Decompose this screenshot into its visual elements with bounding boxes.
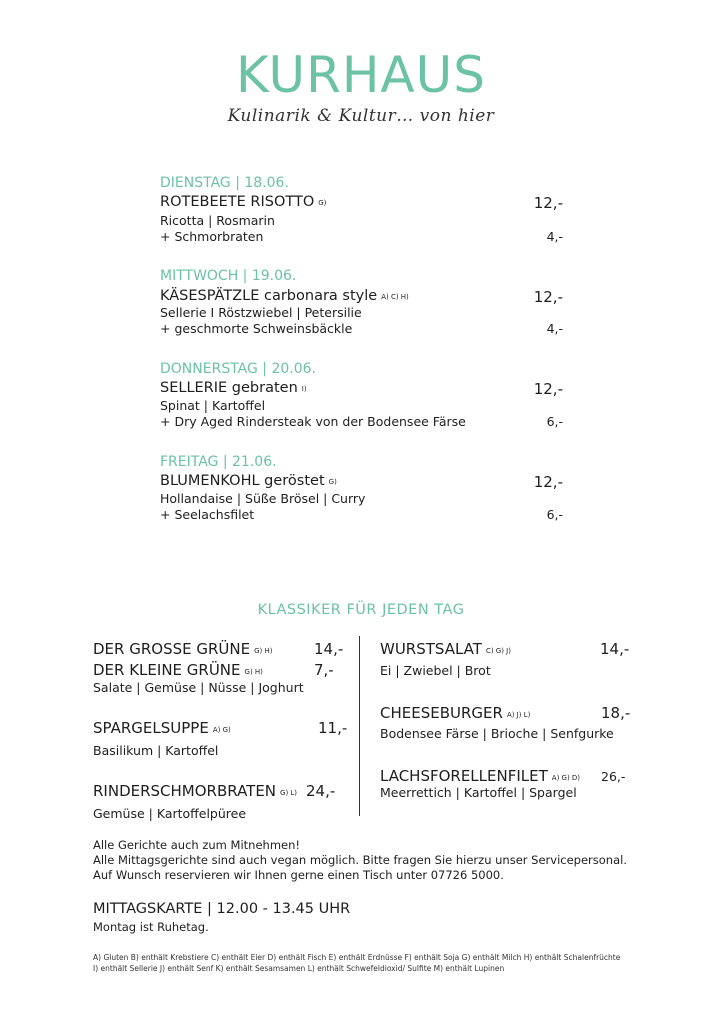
dish-title	[160, 288, 409, 304]
classic-name: CHEESEBURGER	[380, 704, 503, 722]
classic-item-name	[380, 767, 580, 785]
dish-name: ROTEBEETE RISOTTO	[160, 194, 315, 210]
dish-name: KÄSESPÄTZLE carbonara style	[160, 288, 378, 304]
dish-extra: + Schmorbraten	[160, 229, 264, 244]
extra-price: 4,-	[546, 229, 563, 244]
note-takeaway: Alle Gerichte auch zum Mitnehmen!	[93, 838, 300, 852]
dish-sides: Sellerie I Röstzwiebel | Petersilie	[160, 305, 362, 320]
classic-item-name	[380, 640, 511, 658]
classic-sides: Ei | Zwiebel | Brot	[380, 663, 491, 678]
classic-item-name	[93, 640, 272, 658]
classic-name: LACHSFORELLENFILET	[380, 767, 548, 785]
allergen-codes: C) G) J)	[485, 647, 511, 655]
classic-name: WURSTSALAT	[380, 640, 482, 658]
classic-sides: Meerrettich | Kartoffel | Spargel	[380, 785, 577, 800]
note-vegan: Alle Mittagsgerichte sind auch vegan möglich. Bitte fragen Sie hierzu unser Servicepersonal.	[93, 853, 627, 867]
dish-price: 12,-	[533, 380, 563, 398]
allergen-codes: G)	[318, 199, 327, 207]
closed-day-note: Montag ist Ruhetag.	[93, 920, 209, 934]
allergen-legend-line: I) enthält Sellerie J) enthält Senf K) enthält Sesamsamen L) enthält Schwefeldioxid/ Sulfite M) enthält Lupinen	[93, 964, 505, 973]
dish-extra: + Dry Aged Rindersteak von der Bodensee Färse	[160, 414, 466, 429]
classic-name: SPARGELSUPPE	[93, 719, 209, 737]
dish-extra: + Seelachsfilet	[160, 507, 255, 522]
classic-item-name	[380, 704, 530, 722]
allergen-codes: G) H)	[254, 647, 273, 655]
extra-price: 6,-	[546, 414, 563, 429]
column-divider	[359, 636, 360, 816]
allergen-codes: I)	[301, 385, 307, 393]
classic-price: 26,-	[601, 769, 626, 784]
allergen-codes: G) H)	[244, 668, 263, 676]
dish-title	[160, 194, 326, 210]
dish-price: 12,-	[533, 194, 563, 212]
classic-item-name	[93, 719, 231, 737]
classic-price: 18,-	[601, 704, 631, 722]
dish-name: SELLERIE gebraten	[160, 380, 298, 396]
classic-name: DER GROSSE GRÜNE	[93, 640, 251, 658]
allergen-codes: A) G)	[212, 726, 231, 734]
allergen-codes: G)	[328, 478, 337, 486]
extra-price: 4,-	[546, 321, 563, 336]
dish-extra: + geschmorte Schweinsbäckle	[160, 321, 353, 336]
classic-item-name	[93, 782, 297, 800]
classic-item-name	[93, 661, 263, 679]
day-heading-thursday: DONNERSTAG | 20.06.	[160, 361, 316, 377]
classic-price: 14,-	[600, 640, 630, 658]
classic-name: DER KLEINE GRÜNE	[93, 661, 241, 679]
classic-sides: Gemüse | Kartoffelpüree	[93, 806, 247, 821]
allergen-codes: A) C) H)	[381, 293, 409, 301]
tagline: Kulinarik & Kultur… von hier	[227, 106, 495, 126]
dish-title	[160, 473, 337, 489]
dish-sides: Spinat | Kartoffel	[160, 398, 266, 413]
classic-price: 24,-	[306, 782, 336, 800]
dish-title	[160, 380, 307, 396]
classic-price: 11,-	[318, 719, 348, 737]
allergen-codes: A) G) D)	[551, 774, 581, 782]
dish-sides: Hollandaise | Süße Brösel | Curry	[160, 491, 366, 506]
allergen-codes: A) J) L)	[506, 711, 531, 719]
dish-price: 12,-	[533, 473, 563, 491]
dish-name: BLUMENKOHL geröstet	[160, 473, 325, 489]
note-reservation: Auf Wunsch reservieren wir Ihnen gerne einen Tisch unter 07726 5000.	[93, 868, 504, 882]
section-title-classics: KLASSIKER FÜR JEDEN TAG	[257, 602, 465, 618]
logo-kurhaus: KURHAUS	[236, 46, 486, 104]
allergen-codes: G) L)	[280, 789, 298, 797]
extra-price: 6,-	[546, 507, 563, 522]
day-heading-friday: FREITAG | 21.06.	[160, 454, 277, 470]
dish-sides: Ricotta | Rosmarin	[160, 213, 275, 228]
classic-price: 14,-	[314, 640, 344, 658]
day-heading-tuesday: DIENSTAG | 18.06.	[160, 175, 289, 191]
classic-sides: Bodensee Färse | Brioche | Senfgurke	[380, 726, 614, 741]
classic-sides: Basilikum | Kartoffel	[93, 743, 219, 758]
dish-price: 12,-	[533, 288, 563, 306]
day-heading-wednesday: MITTWOCH | 19.06.	[160, 268, 297, 284]
lunch-hours-title: MITTAGSKARTE | 12.00 - 13.45 UHR	[93, 901, 351, 917]
classic-name: RINDERSCHMORBRATEN	[93, 782, 277, 800]
classic-sides: Salate | Gemüse | Nüsse | Joghurt	[93, 680, 304, 695]
classic-price: 7,-	[314, 661, 334, 679]
allergen-legend-line: A) Gluten B) enthält Krebstiere C) enthält Eier D) enthält Fisch E) enthält Erdnüsse F) enthält Soja G) enthält Milch H) enthält Schalenfrüchte	[93, 953, 621, 962]
